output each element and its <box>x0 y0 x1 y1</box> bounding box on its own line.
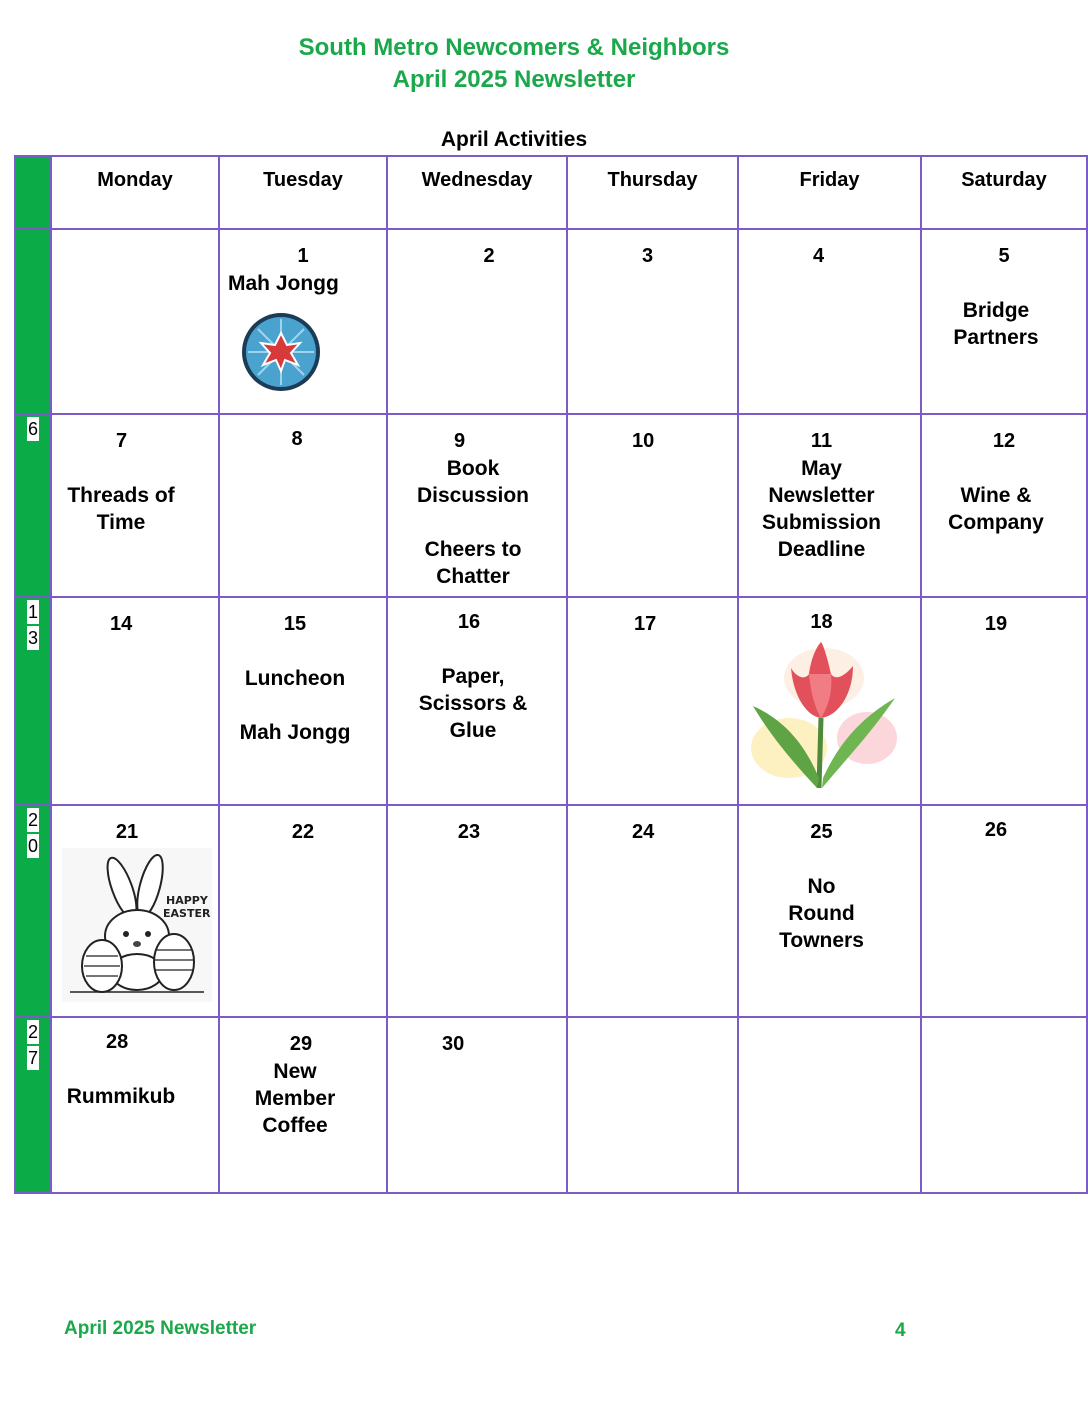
week-row <box>15 805 1087 1017</box>
day-cell-30 <box>387 1017 567 1193</box>
day-number: 9 <box>454 430 466 452</box>
day-cell-4 <box>738 229 921 414</box>
day-cell-1 <box>219 229 387 414</box>
event-label: Time <box>96 511 146 534</box>
event-label: Discussion <box>416 484 530 507</box>
day-number: 30 <box>442 1033 465 1055</box>
day-cell-21 <box>51 805 219 1017</box>
day-number: 12 <box>992 430 1016 452</box>
week-label-cell <box>15 597 51 805</box>
event-label: Mah Jongg <box>239 721 351 744</box>
day-cell-7 <box>51 414 219 597</box>
bunny-image-text: HAPPY <box>166 894 208 907</box>
day-cell-10 <box>567 414 738 597</box>
footer-newsletter-label: April 2025 Newsletter <box>64 1318 257 1339</box>
empty-day-cell <box>738 1017 921 1193</box>
event-label: Luncheon <box>244 667 346 690</box>
week-label-digit: 2 <box>27 810 38 830</box>
week-label-digit: 1 <box>27 602 38 622</box>
day-cell-15 <box>219 597 387 805</box>
day-number: 15 <box>283 613 307 635</box>
day-cell-2 <box>387 229 567 414</box>
event-label: Coffee <box>262 1114 328 1137</box>
day-number: 4 <box>813 245 825 267</box>
day-cell-24 <box>567 805 738 1017</box>
day-number: 7 <box>116 430 128 452</box>
event-label: Company <box>948 511 1044 534</box>
event-label: Threads of <box>67 484 175 507</box>
day-number: 3 <box>642 245 654 267</box>
week-label-digit: 7 <box>27 1048 38 1068</box>
day-cell-23 <box>387 805 567 1017</box>
day-cell-11 <box>738 414 921 597</box>
newsletter-header <box>0 32 1028 96</box>
week-label-cell <box>15 229 51 414</box>
week-row <box>15 414 1087 597</box>
day-cell-29 <box>219 1017 387 1193</box>
event-label: Chatter <box>436 565 510 588</box>
event-label: Partners <box>953 326 1039 349</box>
april-fools-badge-icon <box>240 311 322 393</box>
day-number: 14 <box>110 613 133 635</box>
event-label: May <box>801 457 842 480</box>
event-label: Book <box>446 457 500 480</box>
day-cell-8 <box>219 414 387 597</box>
day-number: 28 <box>106 1031 129 1053</box>
day-cell-25 <box>738 805 921 1017</box>
day-number: 2 <box>483 245 495 267</box>
day-number: 10 <box>632 430 655 452</box>
week-row <box>15 1017 1087 1193</box>
day-header-thursday: Thursday <box>567 156 738 229</box>
calendar-caption: April Activities <box>440 128 588 151</box>
day-cell-3 <box>567 229 738 414</box>
day-cell-12 <box>921 414 1087 597</box>
day-number: 26 <box>984 819 1008 841</box>
event-label: Rummikub <box>66 1085 176 1108</box>
day-header-tuesday: Tuesday <box>219 156 387 229</box>
day-number: 5 <box>998 245 1010 267</box>
day-cell-5 <box>921 229 1087 414</box>
day-cell-19 <box>921 597 1087 805</box>
april-calendar <box>14 155 1088 1194</box>
event-label: Cheers to <box>424 538 522 561</box>
event-label: Paper, <box>441 665 505 688</box>
week-label-digit: 3 <box>27 628 38 648</box>
event-label: Submission <box>761 511 882 534</box>
day-cell-9 <box>387 414 567 597</box>
tulip-illustration-icon <box>749 638 899 790</box>
event-label: No <box>807 875 836 898</box>
day-number: 25 <box>810 821 833 843</box>
bunny-image-text: EASTER <box>163 907 211 920</box>
day-number: 19 <box>984 613 1008 635</box>
week-row <box>15 597 1087 805</box>
event-label: Towners <box>779 929 864 952</box>
day-number: 24 <box>632 821 655 843</box>
day-cell-17 <box>567 597 738 805</box>
event-label: Round <box>788 902 855 925</box>
day-cell-22 <box>219 805 387 1017</box>
empty-day-cell <box>51 229 219 414</box>
day-header-friday: Friday <box>738 156 921 229</box>
day-header-saturday: Saturday <box>921 156 1087 229</box>
week-label-digit: 6 <box>27 419 38 439</box>
day-number: 17 <box>634 613 657 635</box>
newsletter-title: April 2025 Newsletter <box>392 66 636 93</box>
day-header-row <box>15 156 1087 229</box>
day-number: 22 <box>291 821 315 843</box>
week-label-digit: 2 <box>27 1022 38 1042</box>
day-number: 23 <box>457 821 481 843</box>
event-label: Mah Jongg <box>228 272 339 295</box>
empty-day-cell <box>567 1017 738 1193</box>
day-number: 11 <box>810 430 833 452</box>
day-cell-26 <box>921 805 1087 1017</box>
day-number: 29 <box>289 1033 313 1055</box>
event-label: Wine & <box>960 484 1032 507</box>
day-number: 8 <box>291 428 303 450</box>
page-number: 4 <box>895 1320 906 1341</box>
day-number: 16 <box>457 611 481 633</box>
day-header-monday: Monday <box>51 156 219 229</box>
week-label-digit: 0 <box>27 836 38 856</box>
easter-bunny-illustration-icon <box>62 848 212 1002</box>
day-number: 21 <box>115 821 139 843</box>
day-cell-16 <box>387 597 567 805</box>
day-cell-18 <box>738 597 921 805</box>
day-number: 1 <box>297 245 309 267</box>
event-label: New <box>273 1060 317 1083</box>
day-cell-14 <box>51 597 219 805</box>
week-label-cell <box>15 156 51 229</box>
day-header-wednesday: Wednesday <box>387 156 567 229</box>
event-label: Bridge <box>962 299 1030 322</box>
event-label: Glue <box>449 719 497 742</box>
day-cell-28 <box>51 1017 219 1193</box>
day-number: 18 <box>810 611 833 633</box>
event-label: Deadline <box>777 538 866 561</box>
event-label: Scissors & <box>418 692 528 715</box>
empty-day-cell <box>921 1017 1087 1193</box>
week-row <box>15 229 1087 414</box>
event-label: Newsletter <box>768 484 875 507</box>
event-label: Member <box>254 1087 336 1110</box>
org-title: South Metro Newcomers & Neighbors <box>298 34 730 61</box>
